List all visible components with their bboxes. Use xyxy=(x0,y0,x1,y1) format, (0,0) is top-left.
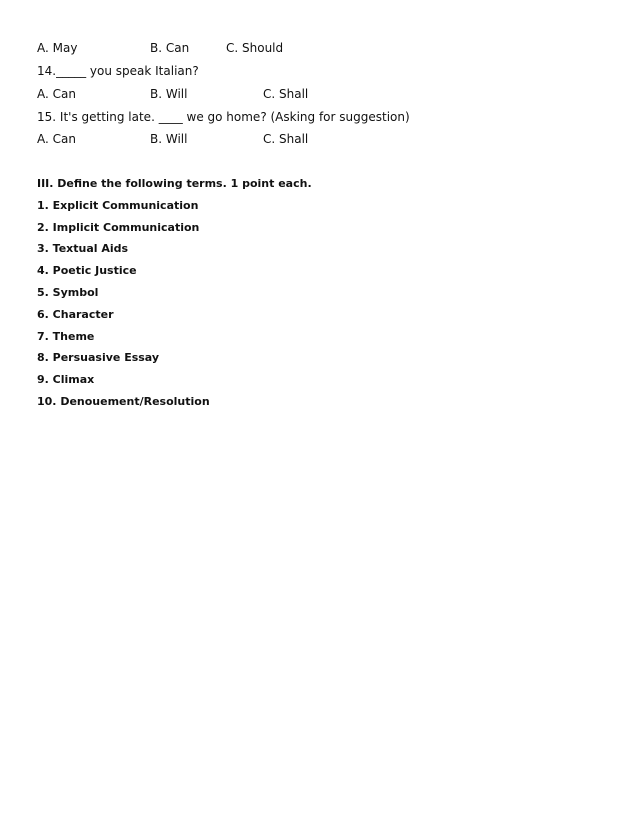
option-a: A. May xyxy=(37,41,78,55)
list-item: 6. Character xyxy=(37,308,114,321)
option-b: B. Will xyxy=(150,87,188,101)
question-14: 14._____ you speak Italian? xyxy=(37,64,199,78)
option-a: A. Can xyxy=(37,132,76,146)
list-item: 8. Persuasive Essay xyxy=(37,351,160,364)
option-b: B. Can xyxy=(150,41,190,55)
list-item: 7. Theme xyxy=(37,330,95,343)
list-item: 3. Textual Aids xyxy=(37,242,129,255)
list-item: 10. Denouement/Resolution xyxy=(37,395,210,408)
question-15: 15. It's getting late. ____ we go home? (Asking for suggestion) xyxy=(37,110,410,124)
list-item: 5. Symbol xyxy=(37,286,99,299)
option-c: C. Should xyxy=(226,41,284,55)
section-3-heading: III. Define the following terms. 1 point each. xyxy=(37,177,312,190)
list-item: 9. Climax xyxy=(37,373,95,386)
list-item: 1. Explicit Communication xyxy=(37,199,199,212)
list-item: 4. Poetic Justice xyxy=(37,264,137,277)
list-item: 2. Implicit Communication xyxy=(37,221,200,234)
option-b: B. Will xyxy=(150,132,188,146)
option-c: C. Shall xyxy=(263,132,309,146)
option-a: A. Can xyxy=(37,87,76,101)
option-c: C. Shall xyxy=(263,87,309,101)
